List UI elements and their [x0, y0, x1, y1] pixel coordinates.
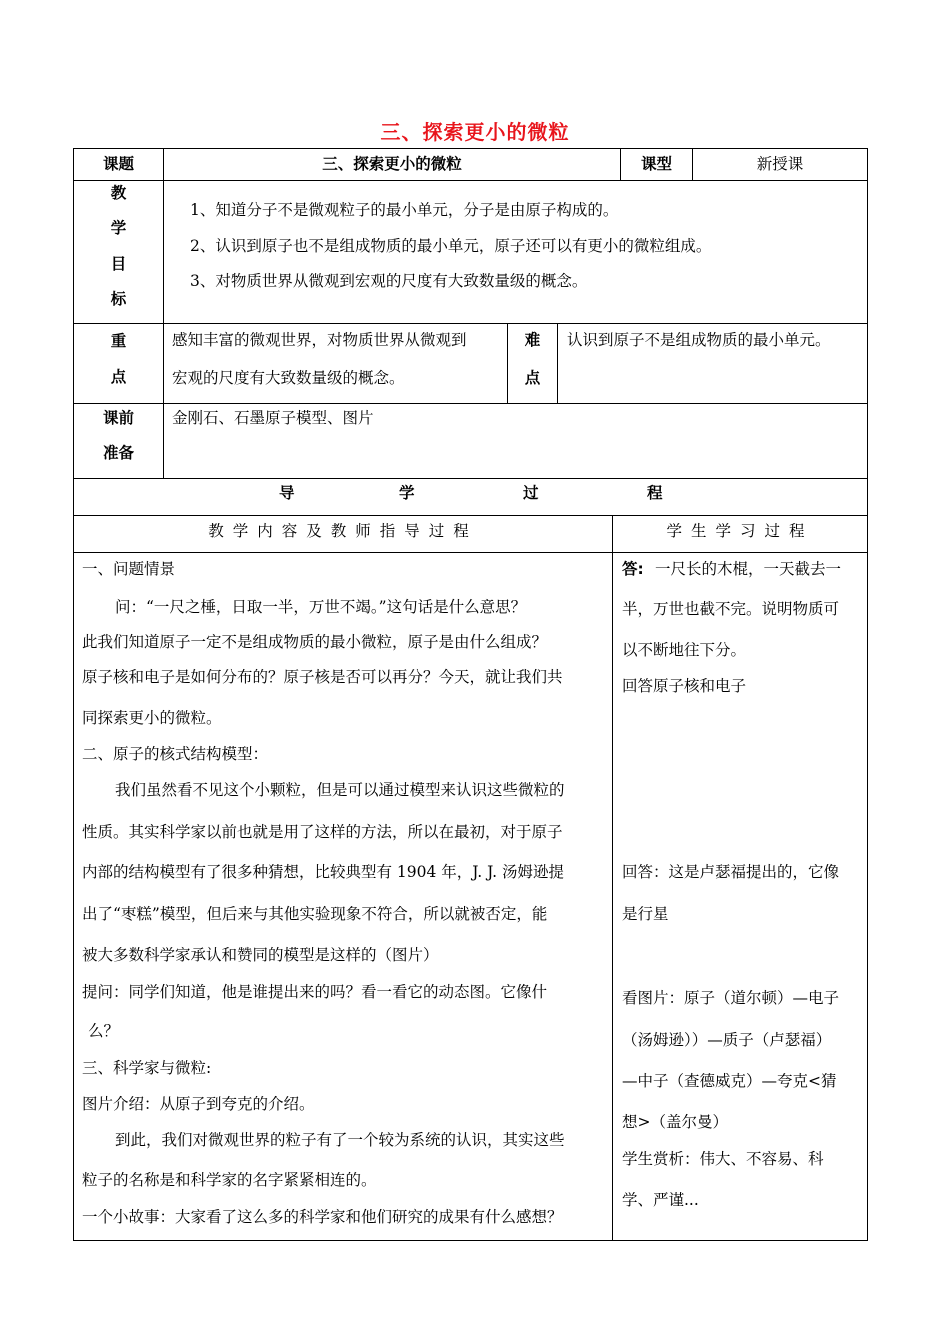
objectives-label-2: 学	[110, 219, 127, 237]
teacher-line: 到此，我们对微观世界的粒子有了一个较为系统的认识，其实这些	[115, 1131, 565, 1149]
process-header-char: 程	[647, 484, 663, 502]
student-line: （汤姆逊））—质子（卢瑟福）	[622, 1031, 832, 1049]
student-line: 看图片：原子（道尔顿）—电子	[622, 989, 840, 1007]
teacher-line: 性质。其实科学家以前也就是用了这样的方法，所以在最初，对于原子	[82, 823, 563, 841]
teacher-line: 粒子的名称是和科学家的名字紧紧相连的。	[82, 1171, 377, 1189]
student-line: 学生赏析：伟大、不容易、科	[622, 1150, 824, 1168]
teacher-line: 我们虽然看不见这个小颗粒，但是可以通过模型来认识这些微粒的	[115, 781, 565, 799]
type-value: 新授课	[756, 155, 804, 173]
teacher-line: 一、问题情景	[82, 560, 176, 578]
student-line: 以不断地往下分。	[622, 641, 747, 659]
student-line: 半，万世也截不完。说明物质可	[622, 600, 840, 618]
teacher-column-header: 教学内容及教师指导过程	[208, 522, 478, 540]
student-line: 想>（盖尔曼）	[622, 1113, 728, 1131]
difficult-label-2: 点	[524, 369, 541, 387]
teacher-line: 么？	[88, 1022, 120, 1040]
keypoint-label-1: 重	[110, 332, 127, 350]
teacher-line: 被大多数科学家承认和赞同的模型是这样的（图片）	[82, 946, 439, 964]
topic-value: 三、探索更小的微粒	[322, 155, 462, 173]
student-line: —中子（查德威克）—夸克<猜	[622, 1072, 837, 1090]
teacher-line: 原子核和电子是如何分布的？原子核是否可以再分？今天，就让我们共	[82, 668, 563, 686]
answer-label: 答:	[622, 560, 644, 578]
objective-item: 3、对物质世界从微观到宏观的尺度有大致数量级的概念。	[190, 272, 588, 290]
teacher-line: 一个小故事：大家看了这么多的科学家和他们研究的成果有什么感想？	[82, 1208, 563, 1226]
topic-label: 课题	[102, 155, 134, 173]
keypoint-line: 宏观的尺度有大致数量级的概念。	[172, 369, 405, 387]
teacher-line: 出了“枣糕”模型，但后来与其他实验现象不符合，所以就被否定，能	[82, 905, 548, 923]
process-header-char: 过	[523, 484, 539, 502]
teacher-line: 图片介绍：从原子到夸克的介绍。	[82, 1095, 315, 1113]
keypoint-line: 感知丰富的微观世界，对物质世界从微观到	[172, 331, 467, 349]
difficult-label-1: 难	[524, 331, 541, 349]
objective-item: 1、知道分子不是微观粒子的最小单元，分子是由原子构成的。	[190, 201, 619, 219]
student-line: 学、严谨...	[622, 1191, 699, 1209]
type-label: 课型	[640, 155, 672, 173]
student-line: 回答：这是卢瑟福提出的，它像	[622, 863, 840, 881]
student-column-header: 学生学习过程	[666, 522, 814, 540]
teacher-line: 问：“一尺之棰，日取一半，万世不竭。”这句话是什么意思？	[115, 598, 527, 616]
teacher-line: 二、原子的核式结构模型：	[82, 745, 269, 763]
student-line: 一尺长的木棍，一天截去一	[655, 560, 842, 578]
prep-label-1: 课前	[102, 409, 134, 427]
student-line: 是行星	[622, 905, 669, 923]
teacher-line: 提问：同学们知道，他是谁提出来的吗？看一看它的动态图。它像什	[82, 983, 548, 1001]
prep-value: 金刚石、石墨原子模型、图片	[172, 409, 374, 427]
page-title: 三、探索更小的微粒	[380, 120, 570, 144]
difficult-value: 认识到原子不是组成物质的最小单元。	[567, 331, 831, 349]
objectives-label-3: 目	[110, 255, 127, 273]
teacher-line: 此我们知道原子一定不是组成物质的最小微粒，原子是由什么组成？	[82, 633, 548, 651]
prep-label-2: 准备	[102, 444, 134, 462]
teacher-line: 内部的结构模型有了很多种猜想，比较典型有 1904 年，J. J. 汤姆逊提	[82, 863, 565, 881]
objectives-label-4: 标	[110, 290, 127, 308]
objective-item: 2、认识到原子也不是组成物质的最小单元，原子还可以有更小的微粒组成。	[190, 237, 712, 255]
process-header-char: 导	[279, 484, 295, 502]
keypoint-label-2: 点	[110, 368, 127, 386]
teacher-line: 三、科学家与微粒:	[82, 1059, 212, 1077]
process-header-char: 学	[399, 484, 415, 502]
teacher-line: 同探索更小的微粒。	[82, 709, 222, 727]
student-line: 回答原子核和电子	[622, 677, 747, 695]
objectives-label-1: 教	[110, 184, 127, 202]
